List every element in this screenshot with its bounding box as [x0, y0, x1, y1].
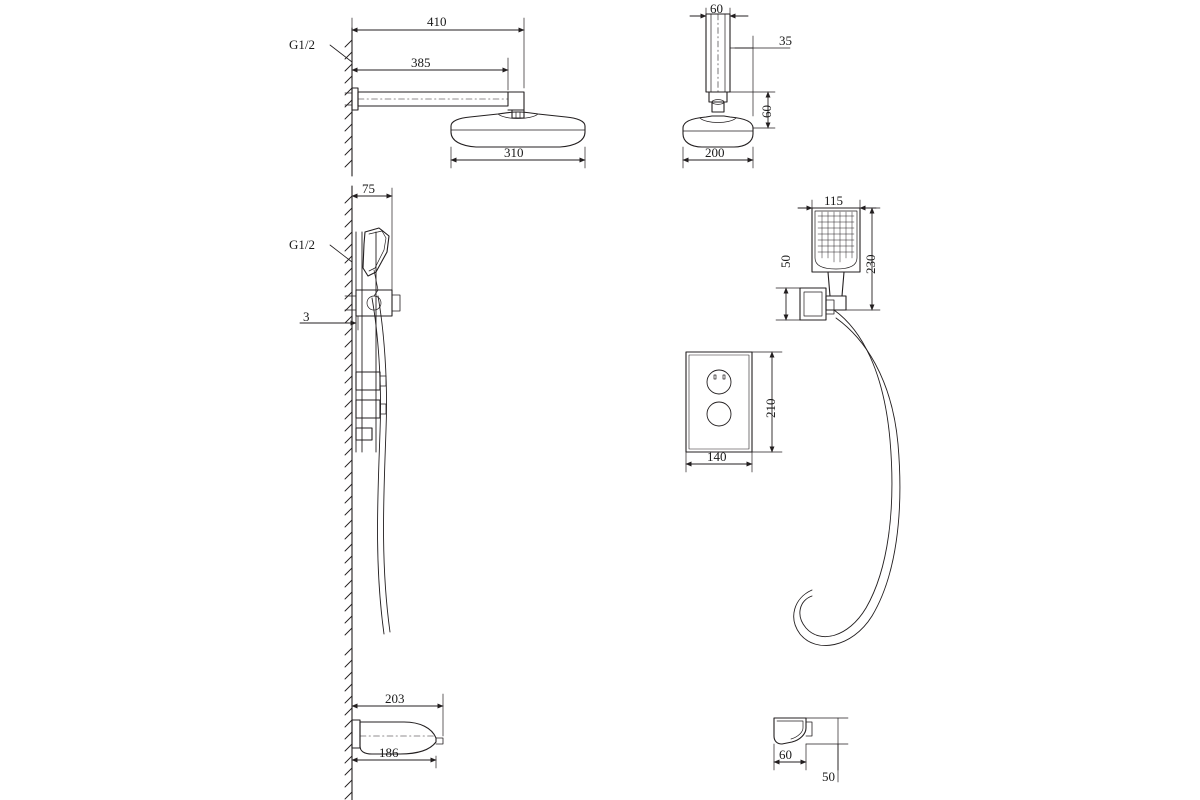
dim-overhead-arm-inner: 385 — [411, 55, 431, 70]
thread-label-overhead: G1/2 — [289, 37, 315, 52]
dim-bracket-depth: 75 — [362, 181, 375, 196]
thread-label-bracket: G1/2 — [289, 237, 315, 252]
dim-spout-total: 203 — [385, 691, 405, 706]
dim-overhead-front-top: 60 — [710, 1, 723, 16]
dim-mixer-width: 140 — [707, 449, 727, 464]
dim-mixer-height: 210 — [763, 398, 778, 418]
dim-spout-front-width: 60 — [779, 747, 792, 762]
dim-overhead-head-depth: 200 — [705, 145, 725, 160]
dim-spout-front-height: 50 — [822, 769, 835, 784]
dim-spout-inner: 186 — [379, 745, 399, 760]
dim-overhead-head-width: 310 — [504, 145, 524, 160]
dim-overhead-front-offset: 35 — [779, 33, 792, 48]
dim-hand-shower-offset: 50 — [778, 255, 793, 268]
dim-hand-shower-width: 115 — [824, 193, 844, 208]
dim-bracket-wall-gap: 3 — [303, 309, 310, 324]
dim-overhead-front-height: 60 — [759, 105, 774, 118]
dim-hand-shower-height: 230 — [863, 254, 878, 274]
dim-overhead-arm-total: 410 — [427, 14, 447, 29]
